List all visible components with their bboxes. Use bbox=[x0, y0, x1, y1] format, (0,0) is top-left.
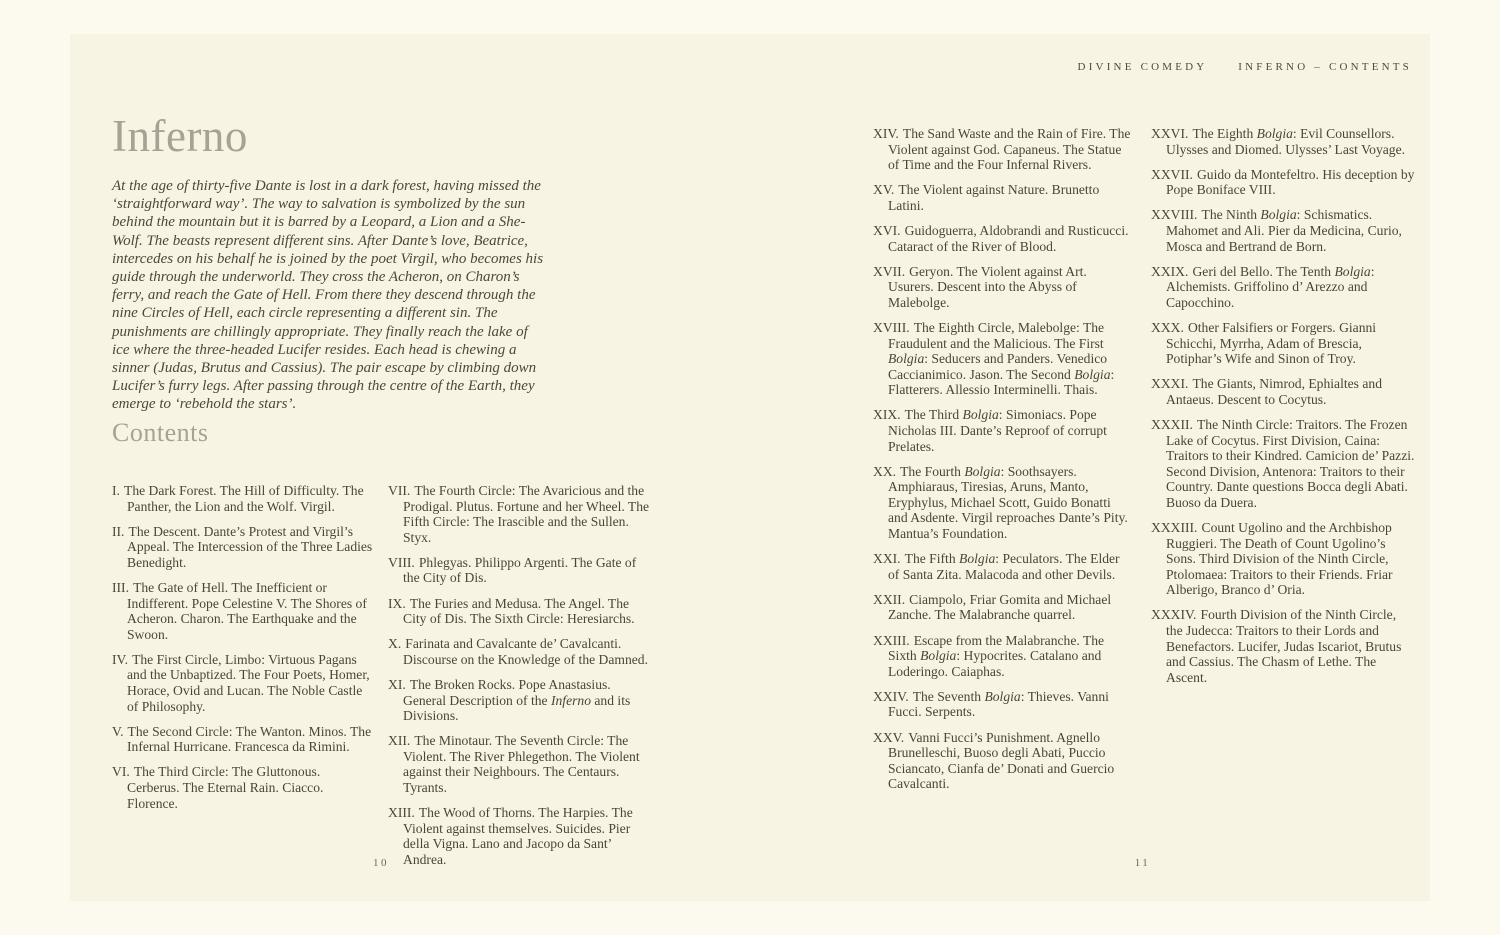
contents-entry bbox=[388, 596, 650, 627]
entry-text-italic: Bolgia bbox=[1074, 366, 1111, 382]
entry-text: Guido da Montefeltro. His deception by Pope Boniface VIII. bbox=[1166, 166, 1415, 198]
entry-numeral: XXVII. bbox=[1151, 166, 1193, 182]
contents-entry bbox=[388, 677, 650, 724]
entry-text-italic: Bolgia bbox=[888, 351, 925, 367]
entry-text: : Soothsayers. Amphiaraus, Tiresias, Aruns, Manto, Eryphylus, Michael Scott, Guido Bonatti and Asdente. Virgil reproaches Dante’s Pity. Mantua’s Foundation. bbox=[888, 463, 1128, 542]
running-head-book: DIVINE COMEDY bbox=[1077, 61, 1208, 73]
contents-entry bbox=[873, 551, 1131, 582]
contents-heading: Contents bbox=[112, 418, 209, 447]
entry-numeral: XXVI. bbox=[1151, 126, 1189, 141]
entry-numeral: VI. bbox=[112, 764, 130, 780]
entry-text-italic: Inferno bbox=[550, 692, 591, 708]
entry-text: The Descent. Dante’s Protest and Virgil’s Appeal. The Intercession of the Three Ladies Benedight. bbox=[127, 523, 373, 570]
contents-entry bbox=[873, 464, 1131, 542]
contents-entry bbox=[873, 126, 1131, 173]
entry-text-italic: Bolgia bbox=[959, 551, 996, 567]
entry-text: and its Divisions. bbox=[403, 692, 631, 724]
contents-entry bbox=[1151, 607, 1415, 685]
entry-numeral: XIII. bbox=[388, 805, 415, 821]
entry-numeral: XXIX. bbox=[1151, 263, 1189, 279]
entry-text: Ciampolo, Friar Gomita and Michael Zanche. The Malabranche quarrel. bbox=[888, 591, 1112, 623]
entry-text: Phlegyas. Philippo Argenti. The Gate of the City of Dis. bbox=[403, 554, 637, 586]
entry-text: The Violent against Nature. Brunetto Latini. bbox=[888, 182, 1100, 213]
entry-text: The Furies and Medusa. The Angel. The City of Dis. The Sixth Circle: Heresiarchs. bbox=[403, 595, 635, 627]
entry-numeral: XX. bbox=[873, 463, 897, 479]
contents-entry bbox=[1151, 207, 1415, 254]
entry-text: The Fourth Circle: The Avaricious and the Prodigal. Plutus. Fortune and her Wheel. The Fifth Circle: The Irascible and the Sullen. Styx. bbox=[403, 483, 650, 545]
contents-entry bbox=[112, 724, 374, 755]
entry-numeral: XXXI. bbox=[1151, 376, 1189, 392]
contents-column-2 bbox=[388, 483, 650, 877]
entry-text-italic: Bolgia bbox=[1334, 263, 1371, 279]
contents-entry bbox=[388, 555, 650, 586]
entry-text: The Third bbox=[904, 407, 963, 423]
entry-text: The Second Circle: The Wanton. Minos. The Infernal Hurricane. Francesca da Rimini. bbox=[127, 723, 372, 755]
entry-text: : Hypocrites. Catalano and Loderingo. Caiaphas. bbox=[888, 648, 1102, 679]
contents-entry bbox=[112, 652, 374, 714]
entry-text: Guidoguerra, Aldobrandi and Rusticucci. Cataract of the River of Blood. bbox=[888, 222, 1129, 254]
contents-entry bbox=[1151, 520, 1415, 598]
entry-text: Fourth Division of the Ninth Circle, the Judecca: Traitors to their Lords and Benefactors. Lucifer, Judas Iscariot, Brutus and Cassius. The Chasm of Lethe. The Ascent. bbox=[1166, 607, 1402, 685]
contents-entry bbox=[1151, 417, 1415, 511]
entry-numeral: IV. bbox=[112, 651, 128, 667]
entry-numeral: XIV. bbox=[873, 126, 899, 141]
contents-column-1 bbox=[112, 483, 374, 821]
entry-text: : Peculators. The Elder of Santa Zita. Malacoda and other Devils. bbox=[888, 551, 1120, 582]
contents-entry bbox=[873, 223, 1131, 254]
contents-column-3 bbox=[873, 126, 1131, 801]
contents-entry bbox=[1151, 167, 1415, 198]
entry-numeral: VII. bbox=[388, 483, 411, 498]
entry-text: : Alchemists. Griffolino d’ Arezzo and Capocchino. bbox=[1166, 263, 1375, 310]
entry-text: : Flatterers. Allessio Interminelli. Thais. bbox=[888, 366, 1115, 398]
contents-entry bbox=[112, 483, 374, 514]
contents-entry bbox=[873, 592, 1131, 623]
entry-numeral: XXVIII. bbox=[1151, 207, 1198, 223]
entry-text: The Ninth bbox=[1201, 207, 1261, 223]
page-number-left: 10 bbox=[373, 857, 389, 869]
entry-text: The Minotaur. The Seventh Circle: The Violent. The River Phlegethon. The Violent against their Neighbours. The Centaurs. Tyrants. bbox=[403, 733, 640, 795]
running-head-section: INFERNO – CONTENTS bbox=[873, 61, 1412, 73]
contents-entry bbox=[112, 764, 374, 811]
entry-numeral: XXXIII. bbox=[1151, 519, 1198, 535]
entry-numeral: XIX. bbox=[873, 407, 901, 423]
entry-text: : Evil Counsellors. Ulysses and Diomed. Ulysses’ Last Voyage. bbox=[1166, 126, 1405, 157]
contents-entry bbox=[873, 182, 1131, 213]
entry-text-italic: Bolgia bbox=[962, 407, 999, 423]
entry-numeral: XVII. bbox=[873, 263, 906, 279]
entry-numeral: II. bbox=[112, 523, 125, 539]
entry-text-italic: Bolgia bbox=[964, 463, 1001, 479]
entry-text-italic: Bolgia bbox=[1260, 207, 1297, 223]
entry-numeral: IX. bbox=[388, 595, 406, 611]
contents-entry bbox=[388, 636, 650, 667]
entry-text: The Seventh bbox=[912, 688, 985, 704]
entry-text: The Gate of Hell. The Inefficient or Indifferent. Pope Celestine V. The Shores of Acheron. Charon. The Earthquake and the Swoon. bbox=[127, 579, 367, 642]
entry-text: Escape from the Malabranche. The Sixth bbox=[888, 632, 1105, 664]
contents-entry bbox=[873, 633, 1131, 680]
entry-text: : Schismatics. Mahomet and Ali. Pier da Medicina, Curio, Mosca and Bertrand de Born. bbox=[1166, 207, 1402, 254]
contents-entry bbox=[873, 730, 1131, 792]
entry-numeral: XXIV. bbox=[873, 688, 909, 704]
entry-text: The Dark Forest. The Hill of Difficulty. The Panther, the Lion and the Wolf. Virgil. bbox=[124, 483, 364, 514]
entry-numeral: XXXIV. bbox=[1151, 607, 1197, 623]
entry-text-italic: Bolgia bbox=[1256, 126, 1293, 141]
entry-text: The First Circle, Limbo: Virtuous Pagans and the Unbaptized. The Four Poets, Homer, Horace, Ovid and Lucan. The Noble Castle of Philosophy. bbox=[127, 651, 370, 714]
entry-numeral: XXV. bbox=[873, 729, 905, 745]
entry-numeral: III. bbox=[112, 579, 129, 595]
entry-numeral: X. bbox=[388, 636, 402, 652]
entry-numeral: XII. bbox=[388, 733, 411, 749]
page-title: Inferno bbox=[112, 111, 248, 161]
entry-numeral: XXIII. bbox=[873, 632, 910, 648]
entry-text: Geri del Bello. The Tenth bbox=[1192, 263, 1335, 279]
entry-text: Count Ugolino and the Archbishop Ruggieri. The Death of Count Ugolino’s Sons. Third Division of the Ninth Circle, Ptolomaea: Traitors to their Friends. Friar Alberigo, Branco d’ Oria. bbox=[1166, 519, 1393, 598]
entry-text: Geryon. The Violent against Art. Usurers. Descent into the Abyss of Malebolge. bbox=[888, 263, 1087, 310]
entry-numeral: I. bbox=[112, 483, 120, 498]
entry-text: : Seducers and Panders. Venedico Caccianimico. Jason. The Second bbox=[888, 351, 1108, 382]
entry-text: The Sand Waste and the Rain of Fire. The Violent against God. Capaneus. The Statue of Time and the Four Infernal Rivers. bbox=[888, 126, 1131, 173]
contents-entry bbox=[1151, 264, 1415, 311]
entry-text: The Fourth bbox=[900, 463, 965, 479]
entry-text: The Third Circle: The Gluttonous. Cerberus. The Eternal Rain. Ciacco. Florence. bbox=[127, 764, 324, 811]
contents-entry bbox=[873, 264, 1131, 311]
entry-text: Other Falsifiers or Forgers. Gianni Schicchi, Myrrha, Adam of Brescia, Potiphar’s Wife and Sinon of Troy. bbox=[1166, 319, 1377, 367]
entry-numeral: XXII. bbox=[873, 591, 906, 607]
entry-text: : Simoniacs. Pope Nicholas III. Dante’s Reproof of corrupt Prelates. bbox=[888, 407, 1107, 454]
contents-entry bbox=[873, 320, 1131, 398]
entry-numeral: VIII. bbox=[388, 554, 415, 570]
entry-numeral: XXI. bbox=[873, 551, 901, 567]
page-number-right: 11 bbox=[1134, 857, 1151, 869]
entry-text: The Broken Rocks. Pope Anastasius. General Description of the bbox=[403, 676, 611, 708]
contents-entry bbox=[388, 733, 650, 795]
contents-entry bbox=[873, 689, 1131, 720]
entry-text: The Eighth bbox=[1192, 126, 1257, 141]
contents-entry bbox=[112, 580, 374, 642]
entry-text: Vanni Fucci’s Punishment. Agnello Brunelleschi, Buoso degli Abati, Puccio Sciancato, Cianfa de’ Donati and Guercio Cavalcanti. bbox=[888, 729, 1115, 792]
contents-column-4 bbox=[1151, 126, 1415, 695]
entry-text-italic: Bolgia bbox=[920, 648, 957, 664]
entry-numeral: XVI. bbox=[873, 222, 901, 238]
entry-numeral: XXX. bbox=[1151, 319, 1184, 335]
entry-text: Farinata and Cavalcante de’ Cavalcanti. Discourse on the Knowledge of the Damned. bbox=[403, 636, 648, 667]
entry-numeral: XXXII. bbox=[1151, 416, 1193, 432]
entry-text-italic: Bolgia bbox=[984, 688, 1021, 704]
contents-entry bbox=[1151, 376, 1415, 407]
entry-text: The Fifth bbox=[904, 551, 960, 567]
contents-entry bbox=[388, 483, 650, 545]
contents-entry bbox=[112, 524, 374, 571]
entry-text: The Giants, Nimrod, Ephialtes and Antaeus. Descent to Cocytus. bbox=[1166, 376, 1382, 407]
entry-text: : Thieves. Vanni Fucci. Serpents. bbox=[888, 688, 1109, 720]
contents-entry bbox=[1151, 126, 1415, 157]
entry-numeral: XVIII. bbox=[873, 319, 910, 335]
entry-numeral: XI. bbox=[388, 676, 406, 692]
contents-entry bbox=[873, 407, 1131, 454]
entry-text: The Ninth Circle: Traitors. The Frozen Lake of Cocytus. First Division, Caina: Traitors to their Kindred. Camicion de’ Pazzi. Second Division, Antenora: Traitors to their Country. Dante questions Bocca degli Abati. Buoso da Duera. bbox=[1166, 416, 1415, 510]
intro-paragraph: At the age of thirty-five Dante is lost in a dark forest, having missed the ‘straightforward way’. The way to salvation is symbolized by the sun behind the mountain but it is barred by a Leopard, a Lion and a She-Wolf. The beasts represent different sins. After Dante’s love, Beatrice, intercedes on his behalf he is joined by the poet Virgil, who becomes his guide through the underworld. They cross the Acheron, on Charon’s ferry, and reach the Gate of Hell. From there they descend through the nine Circles of Hell, each circle representing a different sin. The punishments are chillingly appropriate. They finally reach the lake of ice where the three-headed Lucifer resides. Each head is chewing a sinner (Judas, Brutus and Cassius). The pair escape by climbing down Lucifer’s furry legs. After passing through the centre of the Earth, they emerge to ‘rebehold the stars’. bbox=[112, 178, 544, 413]
contents-entry bbox=[1151, 320, 1415, 367]
entry-text: The Wood of Thorns. The Harpies. The Violent against themselves. Suicides. Pier della Vigna. Lano and Jacopo da Sant’ Andrea. bbox=[403, 805, 633, 867]
entry-numeral: V. bbox=[112, 723, 124, 739]
entry-text: The Eighth Circle, Malebolge: The Fraudulent and the Malicious. The First bbox=[888, 319, 1105, 351]
entry-numeral: XV. bbox=[873, 182, 895, 198]
